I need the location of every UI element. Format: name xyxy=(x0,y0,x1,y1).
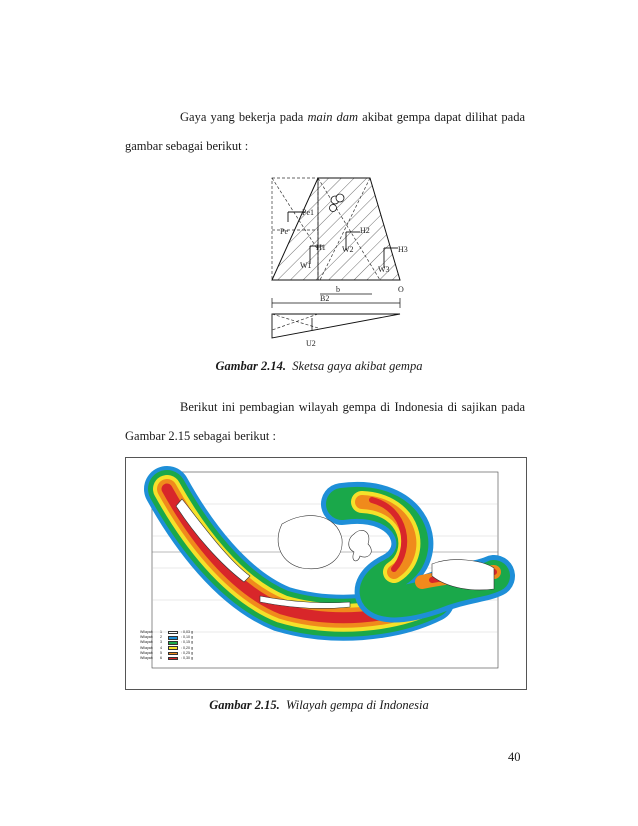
legend-row-4: Wilayah 4 : 0,20 g xyxy=(140,645,193,650)
legend-row-1: Wilayah 1 : 0,03 g xyxy=(140,630,193,634)
legend-row-3: Wilayah 3 : 0,15 g xyxy=(140,640,193,645)
label-w1: W1 xyxy=(300,261,312,270)
legend-swatch-4 xyxy=(168,646,178,650)
figure-2-caption-no: Gambar 2.15. xyxy=(209,698,280,712)
legend-row-6: Wilayah 6 : 0,30 g xyxy=(140,655,193,660)
label-b: b xyxy=(336,285,340,294)
force-sketch-diagram xyxy=(260,170,420,350)
legend-swatch-2 xyxy=(168,636,178,640)
label-w3: W3 xyxy=(378,265,390,274)
legend-swatch-3 xyxy=(168,641,178,645)
legend-swatch-5 xyxy=(168,652,178,656)
label-h1: H1 xyxy=(316,243,326,252)
label-b2: B2 xyxy=(320,294,330,303)
label-w2: W2 xyxy=(342,245,354,254)
legend-row-5: Wilayah 5 : 0,25 g xyxy=(140,650,193,655)
legend-swatch-6 xyxy=(168,657,178,661)
paragraph-1-post: akibat gempa dapat dilihat pada gambar sebagai berikut : xyxy=(125,110,525,153)
label-pe: Pe xyxy=(280,227,288,236)
seismic-zone-map xyxy=(132,464,520,685)
figure-1-caption xyxy=(0,359,638,374)
seismic-map-frame xyxy=(125,457,527,690)
figure-1-caption-text: Sketsa gaya akibat gempa xyxy=(292,359,423,373)
label-o: O xyxy=(398,285,404,294)
uplift-diagram xyxy=(272,314,400,338)
page-number: 40 xyxy=(508,750,521,764)
paragraph-1-em: main dam xyxy=(307,110,359,124)
paragraph-2 xyxy=(125,393,525,451)
map-legend xyxy=(140,630,260,661)
figure-2-caption xyxy=(0,698,638,713)
legend-row-2: Wilayah 2 : 0,10 g xyxy=(140,635,193,640)
label-u2: U2 xyxy=(306,339,316,348)
figure-1-caption-no: Gambar 2.14. xyxy=(215,359,287,373)
label-h2: H2 xyxy=(360,226,370,235)
label-pe1: Pe1 xyxy=(302,208,314,217)
label-h3: H3 xyxy=(398,245,408,254)
paragraph-2-text: Berikut ini pembagian wilayah gempa di Indonesia di sajikan pada Gambar 2.15 sebagai berikut : xyxy=(125,400,525,443)
legend-swatch-1 xyxy=(168,631,178,635)
paragraph-1 xyxy=(125,103,525,161)
dimension-lines xyxy=(272,294,400,308)
figure-2-caption-text: Wilayah gempa di Indonesia xyxy=(286,698,429,712)
paragraph-1-pre: Gaya yang bekerja pada xyxy=(180,110,308,124)
